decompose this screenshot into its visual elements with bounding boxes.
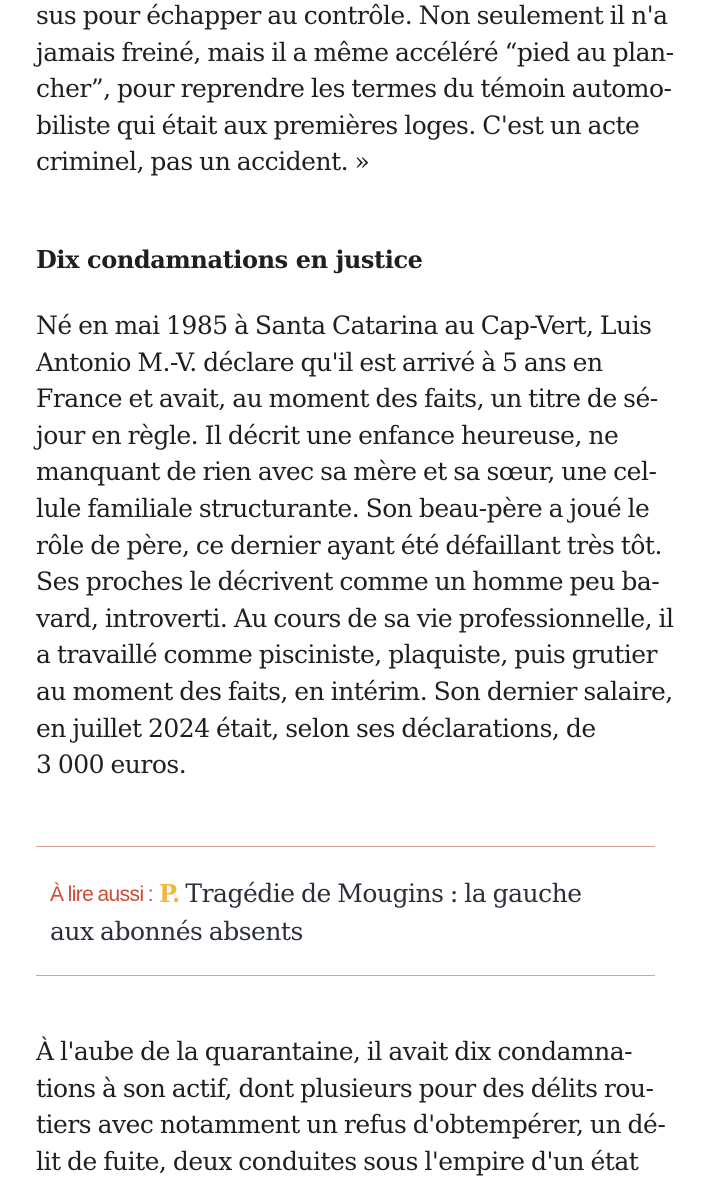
related-divider-top [36,846,655,847]
section-heading: Dix condamnations en justice [36,245,423,274]
text-line: Ses proches le décrivent comme un homme peu ba- [36,567,660,597]
related-kicker: À lire aussi : [50,883,153,906]
article-paragraph [36,1034,665,1180]
text-line: À l'aube de la quarantaine, il avait dix condamna- [36,1037,633,1066]
text-line: Né en mai 1985 à Santa Catarina au Cap-Vert, Luis [36,311,652,340]
article-paragraph [36,0,674,181]
text-line: tions à son actif, dont plusieurs pour des délits rou- [36,1073,654,1103]
text-line: sus pour échapper au contrôle. Non seulement il n'a [36,1,668,30]
text-line: a travaillé comme pisciniste, plaquiste, puis grutier [36,640,657,670]
premium-p-icon: P. [158,879,180,908]
article-paragraph [36,308,674,784]
text-line: au moment des faits, en intérim. Son dernier salaire, [36,676,673,706]
text-line: criminel, pas un accident. » [36,147,370,177]
text-line: Antonio M.-V. déclare qu'il est arrivé à 5 ans en [36,347,603,377]
text-line: vard, introverti. Au cours de sa vie professionnelle, il [36,603,674,633]
text-line: 3 000 euros. [36,750,187,780]
text-line: jamais freiné, mais il a même accéléré “pied au plan- [36,37,674,67]
related-article-line-2: aux abonnés absents [50,917,303,946]
text-line: manquant de rien avec sa mère et sa sœur, une cel- [36,457,657,487]
text-line: France et avait, au moment des faits, un titre de sé- [36,384,658,414]
text-line: jour en règle. Il décrit une enfance heureuse, ne [36,420,619,450]
text-line: cher”, pour reprendre les termes du témoin automo- [36,74,672,104]
text-line: lit de fuite, deux conduites sous l'empire d'un état [36,1146,639,1176]
text-line: rôle de père, ce dernier ayant été défaillant très tôt. [36,530,662,560]
related-divider-bottom [36,975,655,976]
related-article-link[interactable] [50,875,650,950]
text-line: tiers avec notamment un refus d'obtempérer, un dé- [36,1110,666,1140]
text-line: lule familiale structurante. Son beau-père a joué le [36,493,650,523]
related-title-part-1: Tragédie de Mougins : la gauche [185,879,582,908]
text-line: biliste qui était aux premières loges. C'est un acte [36,110,640,140]
text-line: en juillet 2024 était, selon ses déclarations, de [36,713,596,743]
related-article-line-1 [50,875,650,913]
